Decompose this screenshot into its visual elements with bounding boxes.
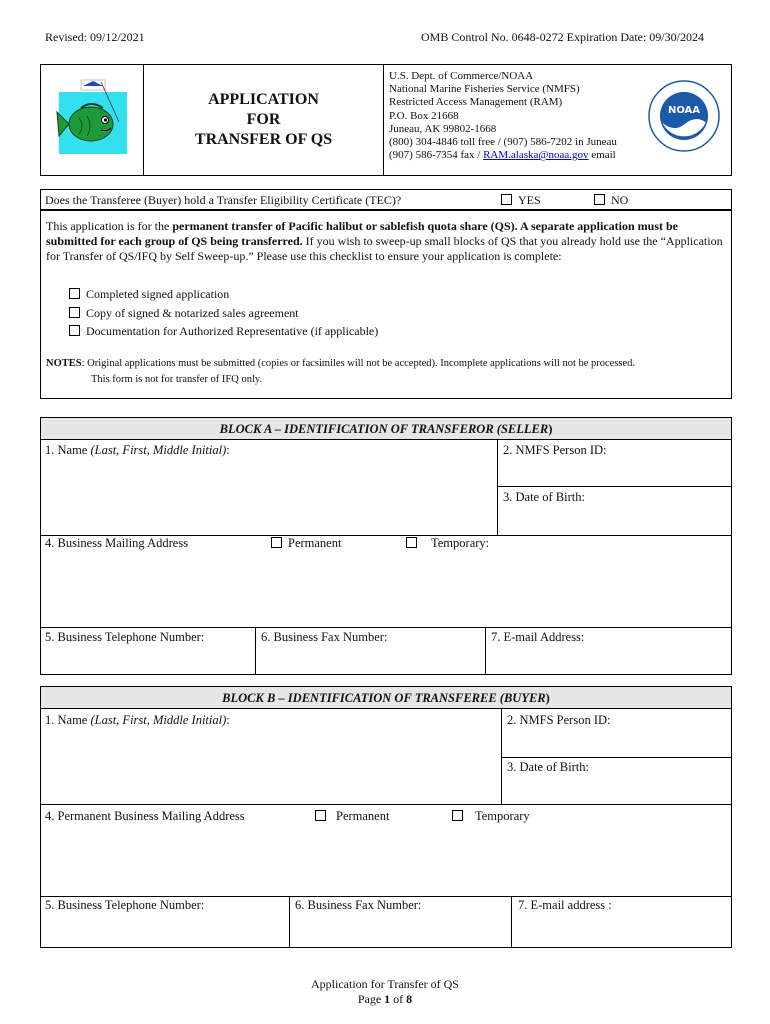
checklist xyxy=(69,285,378,341)
buyer-temporary-checkbox[interactable] xyxy=(452,810,463,821)
email-link[interactable]: RAM.alaska@noaa.gov xyxy=(483,149,589,162)
buyer-name-field[interactable]: 1. Name (Last, First, Middle Initial): xyxy=(45,713,230,727)
agency-contact: U.S. Dept. of Commerce/NOAA National Marine Fisheries Service (NMFS) Restricted Access Management (RAM) P.O. Box 21668 Juneau, AK 99802-1668 (800) 304-4846 toll free / (907) 586-7202 in Juneau (907) 586-7354 fax / RAM.alaska@noaa.gov email xyxy=(389,70,617,162)
seller-person-id-field[interactable]: 2. NMFS Person ID: xyxy=(503,443,607,457)
block-a-heading: BLOCK A – IDENTIFICATION OF TRANSFEROR (SELLER) xyxy=(41,418,731,439)
buyer-permanent-checkbox[interactable] xyxy=(315,810,326,821)
buyer-email-field[interactable]: 7. E-mail address : xyxy=(518,898,612,912)
page-number: Page 1 of 8 xyxy=(357,992,413,1006)
seller-address-field[interactable]: 4. Business Mailing Address xyxy=(45,536,189,550)
seller-email-field[interactable]: 7. E-mail Address: xyxy=(491,630,585,644)
seller-dob-field[interactable]: 3. Date of Birth: xyxy=(503,490,585,504)
notes: NOTES: Original applications must be submitted (copies or facsimiles will not be accepted). Incomplete applications will not be processed. This form is not for transfer of IFQ only. xyxy=(46,358,636,385)
seller-permanent-option[interactable]: Permanent xyxy=(271,536,341,551)
fish-logo-icon xyxy=(55,78,133,158)
footer-title: Application for Transfer of QS xyxy=(311,977,459,991)
seller-name-field[interactable]: 1. Name (Last, First, Middle Initial): xyxy=(45,443,230,457)
buyer-permanent-option[interactable]: Permanent xyxy=(315,809,389,824)
seller-temporary-checkbox[interactable] xyxy=(406,537,417,548)
buyer-person-id-field[interactable]: 2. NMFS Person ID: xyxy=(507,713,611,727)
buyer-fax-field[interactable]: 6. Business Fax Number: xyxy=(295,898,422,912)
checklist-item[interactable]: Completed signed application xyxy=(69,285,378,304)
seller-temporary-option[interactable]: Temporary: xyxy=(406,536,489,551)
tec-question: Does the Transferee (Buyer) hold a Transfer Eligibility Certificate (TEC)? xyxy=(45,193,402,207)
tec-no-option[interactable]: NO xyxy=(594,193,628,208)
checklist-checkbox[interactable] xyxy=(69,288,80,299)
form-title: APPLICATION FOR TRANSFER OF QS xyxy=(194,91,333,148)
seller-permanent-checkbox[interactable] xyxy=(271,537,282,548)
seller-fax-field[interactable]: 6. Business Fax Number: xyxy=(261,630,388,644)
block-b-heading: BLOCK B – IDENTIFICATION OF TRANSFEREE (BUYER) xyxy=(41,687,731,708)
checklist-item[interactable]: Documentation for Authorized Representative (if applicable) xyxy=(69,322,378,341)
tec-yes-checkbox[interactable] xyxy=(501,194,512,205)
omb-control: OMB Control No. 0648-0272 Expiration Date: 09/30/2024 xyxy=(421,30,704,44)
checklist-checkbox[interactable] xyxy=(69,325,80,336)
buyer-dob-field[interactable]: 3. Date of Birth: xyxy=(507,760,589,774)
seller-phone-field[interactable]: 5. Business Telephone Number: xyxy=(45,630,205,644)
checklist-item[interactable]: Copy of signed & notarized sales agreement xyxy=(69,304,378,323)
noaa-seal-icon xyxy=(648,80,720,152)
noaa-logo-text: NOAA xyxy=(667,105,701,116)
buyer-phone-field[interactable]: 5. Business Telephone Number: xyxy=(45,898,205,912)
buyer-temporary-option[interactable]: Temporary xyxy=(452,809,530,824)
intro-paragraph: This application is for the permanent transfer of Pacific halibut or sablefish quota share (QS). A separate application must be submitted for each group of QS being transferred. If you wish to sweep-up small blocks of QS that you already hold use the “Application for Transfer of QS/IFQ by Self Sweep-up.” Please use this checklist to ensure your application is complete: xyxy=(46,219,723,263)
buyer-address-field[interactable]: 4. Permanent Business Mailing Address xyxy=(45,809,245,823)
checklist-checkbox[interactable] xyxy=(69,307,80,318)
tec-yes-option[interactable]: YES xyxy=(501,193,541,208)
revised-date: Revised: 09/12/2021 xyxy=(45,30,145,44)
tec-no-checkbox[interactable] xyxy=(594,194,605,205)
